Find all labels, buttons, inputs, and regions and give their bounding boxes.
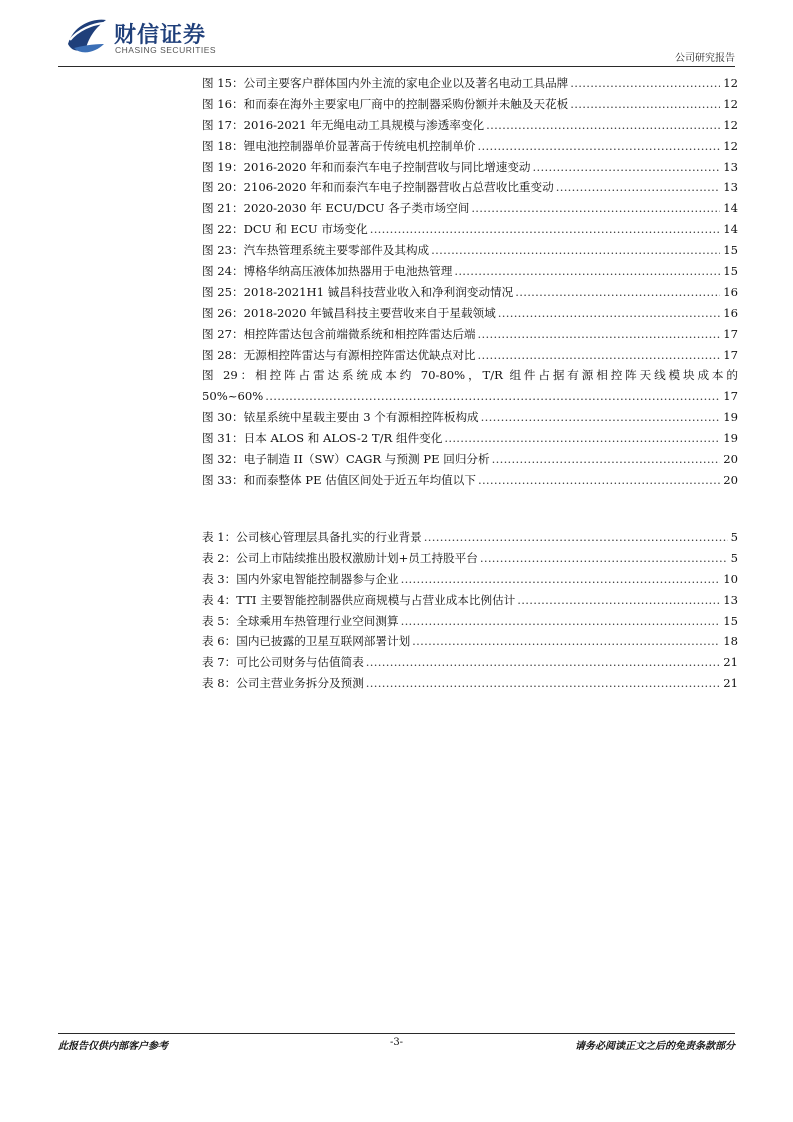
company-logo <box>64 14 224 62</box>
toc-entry-text: 图 18：锂电池控制器单价显著高于传统电机控制单价 <box>202 138 476 153</box>
toc-leader-dots <box>517 590 720 611</box>
toc-page-number: 21 <box>723 676 738 691</box>
toc-page-number: 20 <box>723 452 738 467</box>
toc-entry-text: 图 15：公司主要客户群体国内外主流的家电企业以及著名电动工具品牌 <box>202 76 569 90</box>
toc-entry-text: 图 16：和而泰在海外主要家电厂商中的控制器采购份额并未触及天花板 <box>202 96 569 111</box>
toc-entry[interactable] <box>202 652 738 673</box>
toc-page-number: 15 <box>723 243 738 258</box>
toc-entry-text: 图 30：铱星系统中星载主要由 3 个有源相控阵板构成 <box>202 410 479 425</box>
toc-entry[interactable] <box>202 345 738 366</box>
toc-page-number: 12 <box>723 96 738 111</box>
toc-entry-text: 表 3：国内外家电智能控制器参与企业 <box>202 571 399 586</box>
toc-leader-dots <box>471 198 720 219</box>
toc-entry[interactable] <box>202 548 738 569</box>
toc-entry[interactable] <box>202 407 738 428</box>
toc-leader-dots <box>424 527 728 548</box>
header-divider <box>58 66 735 67</box>
toc-entry[interactable] <box>202 198 738 219</box>
toc-entry-text: 图 22：DCU 和 ECU 市场变化 <box>202 222 368 237</box>
toc-entry[interactable] <box>202 136 738 157</box>
footer-divider <box>58 1033 735 1034</box>
toc-entry[interactable] <box>202 470 738 491</box>
toc-page-number: 17 <box>723 389 738 404</box>
toc-leader-dots <box>481 407 721 428</box>
toc-leader-dots <box>478 345 721 366</box>
toc-leader-dots <box>401 611 721 632</box>
toc-leader-dots <box>370 219 721 240</box>
toc-leader-dots <box>533 157 721 178</box>
toc-page-number: 12 <box>723 117 738 132</box>
toc-entry-text: 图 21：2020-2030 年 ECU/DCU 各子类市场空间 <box>202 201 470 216</box>
toc-entry[interactable] <box>202 177 738 198</box>
toc-entry-text: 图 24：博格华纳高压液体加热器用于电池热管理 <box>202 264 453 279</box>
toc-entry[interactable] <box>202 569 738 590</box>
toc-page-number: 13 <box>723 180 738 195</box>
toc-entry-text: 图 31：日本 ALOS 和 ALOS-2 T/R 组件变化 <box>202 431 443 446</box>
toc-page-number: 14 <box>723 222 738 237</box>
logo-mark-icon <box>64 14 108 58</box>
toc-leader-dots <box>480 548 728 569</box>
toc-entry-text: 图 26：2018-2020 年铖昌科技主要营收来自于星载领域 <box>202 305 496 320</box>
toc-entry[interactable] <box>202 303 738 324</box>
toc-page-number: 5 <box>730 550 738 565</box>
toc-entry[interactable] <box>202 611 738 632</box>
toc-entry-continuation: 50%~60% <box>202 389 264 404</box>
toc-entry-text: 图 17：2016-2021 年无绳电动工具规模与渗透率变化 <box>202 117 485 132</box>
toc-entry[interactable] <box>202 527 738 548</box>
toc-leader-dots <box>431 240 720 261</box>
toc-leader-dots <box>478 470 720 491</box>
page-number: -3- <box>389 1037 404 1048</box>
toc-leader-dots <box>478 324 721 345</box>
toc-page-number: 13 <box>723 592 738 607</box>
toc-leader-dots <box>556 177 721 198</box>
toc-entry-text: 图 20：2106-2020 年和而泰汽车电子控制器营收占总营收比重变动 <box>202 180 554 195</box>
toc-entry[interactable] <box>202 94 738 115</box>
toc-entry-text: 图 19：2016-2020 年和而泰汽车电子控制营收与同比增速变动 <box>202 159 531 174</box>
toc-entry-text: 图 28：无源相控阵雷达与有源相控阵雷达优缺点对比 <box>202 347 476 362</box>
toc-leader-dots <box>478 136 721 157</box>
toc-entry[interactable] <box>202 282 738 303</box>
logo-chinese-text: 财信证券 <box>114 23 207 48</box>
toc-page-number: 15 <box>723 264 738 279</box>
toc-entry[interactable] <box>202 219 738 240</box>
toc-page-number: 18 <box>723 634 738 649</box>
toc-page-number: 10 <box>723 571 738 586</box>
toc-entry-text: 图 27：相控阵雷达包含前端微系统和相控阵雷达后端 <box>202 326 476 341</box>
toc-entry-text: 图 25：2018-2021H1 铖昌科技营业收入和净利润变动情况 <box>202 284 514 299</box>
toc-leader-dots <box>515 282 720 303</box>
toc-entry[interactable] <box>202 324 738 345</box>
toc-leader-dots <box>570 73 720 94</box>
toc-entry[interactable] <box>202 590 738 611</box>
logo-english-text: CHASING SECURITIES <box>115 45 217 55</box>
footer-disclaimer-right: 请务必阅读正文之后的免责条款部分 <box>575 1041 735 1052</box>
toc-leader-dots <box>366 652 720 673</box>
toc-leader-dots <box>412 631 720 652</box>
toc-page-number: 12 <box>723 138 738 153</box>
toc-entry[interactable] <box>202 240 738 261</box>
toc-entry-text: 表 5：全球乘用车热管理行业空间测算 <box>202 613 399 628</box>
toc-entry[interactable] <box>202 73 738 94</box>
figure-list <box>202 73 738 491</box>
toc-page-number: 20 <box>723 472 738 487</box>
toc-page-number: 15 <box>723 613 738 628</box>
toc-entry-text[interactable]: 图 29：相控阵占雷达系统成本约 70-80%，T/R 组件占据有源相控阵天线模块成本的 <box>202 368 738 383</box>
report-type: 公司研究报告 <box>675 53 735 64</box>
table-list <box>202 527 738 694</box>
toc-page-number: 5 <box>730 530 738 544</box>
toc-entry[interactable] <box>202 157 738 178</box>
footer-disclaimer-left: 此报告仅供内部客户参考 <box>58 1041 168 1052</box>
toc-leader-dots <box>366 673 720 694</box>
toc-entry-text: 表 2：公司上市陆续推出股权激励计划+员工持股平台 <box>202 550 478 565</box>
toc-entry-text: 表 8：公司主营业务拆分及预测 <box>202 676 364 691</box>
toc-entry-text: 表 6：国内已披露的卫星互联网部署计划 <box>202 634 411 649</box>
toc-leader-dots <box>444 428 720 449</box>
toc-page-number: 14 <box>723 201 738 216</box>
toc-leader-dots <box>498 303 720 324</box>
toc-leader-dots <box>486 115 720 136</box>
toc-leader-dots <box>265 386 720 407</box>
toc-page-number: 21 <box>723 655 738 670</box>
toc-entry-text: 图 23：汽车热管理系统主要零部件及其构成 <box>202 243 430 258</box>
toc-entry[interactable] <box>202 673 738 694</box>
toc-page-number: 19 <box>723 410 738 425</box>
toc-entry-text: 图 32：电子制造 II（SW）CAGR 与预测 PE 回归分析 <box>202 452 490 467</box>
toc-page-number: 17 <box>723 326 738 341</box>
toc-page-number: 17 <box>723 347 738 362</box>
toc-page-number: 13 <box>723 159 738 174</box>
toc-leader-dots <box>401 569 721 590</box>
toc-entry[interactable] <box>202 386 738 407</box>
toc-leader-dots <box>570 94 720 115</box>
toc-page-number: 19 <box>723 431 738 446</box>
toc-page-number: 16 <box>723 305 738 320</box>
toc-entry[interactable] <box>202 631 738 652</box>
toc-page-number: 16 <box>723 284 738 299</box>
toc-entry[interactable] <box>202 449 738 470</box>
toc-entry-text: 图 33：和而泰整体 PE 估值区间处于近五年均值以下 <box>202 472 476 487</box>
toc-entry[interactable] <box>202 115 738 136</box>
toc-leader-dots <box>454 261 720 282</box>
toc-entry-text: 表 7：可比公司财务与估值简表 <box>202 655 364 670</box>
toc-entry-text: 表 4：TTI 主要智能控制器供应商规模与占营业成本比例估计 <box>202 592 516 607</box>
toc-page-number: 12 <box>723 76 738 90</box>
toc-leader-dots <box>492 449 721 470</box>
toc-entry[interactable] <box>202 428 738 449</box>
toc-entry-text: 表 1：公司核心管理层具备扎实的行业背景 <box>202 530 422 544</box>
toc-entry[interactable] <box>202 261 738 282</box>
